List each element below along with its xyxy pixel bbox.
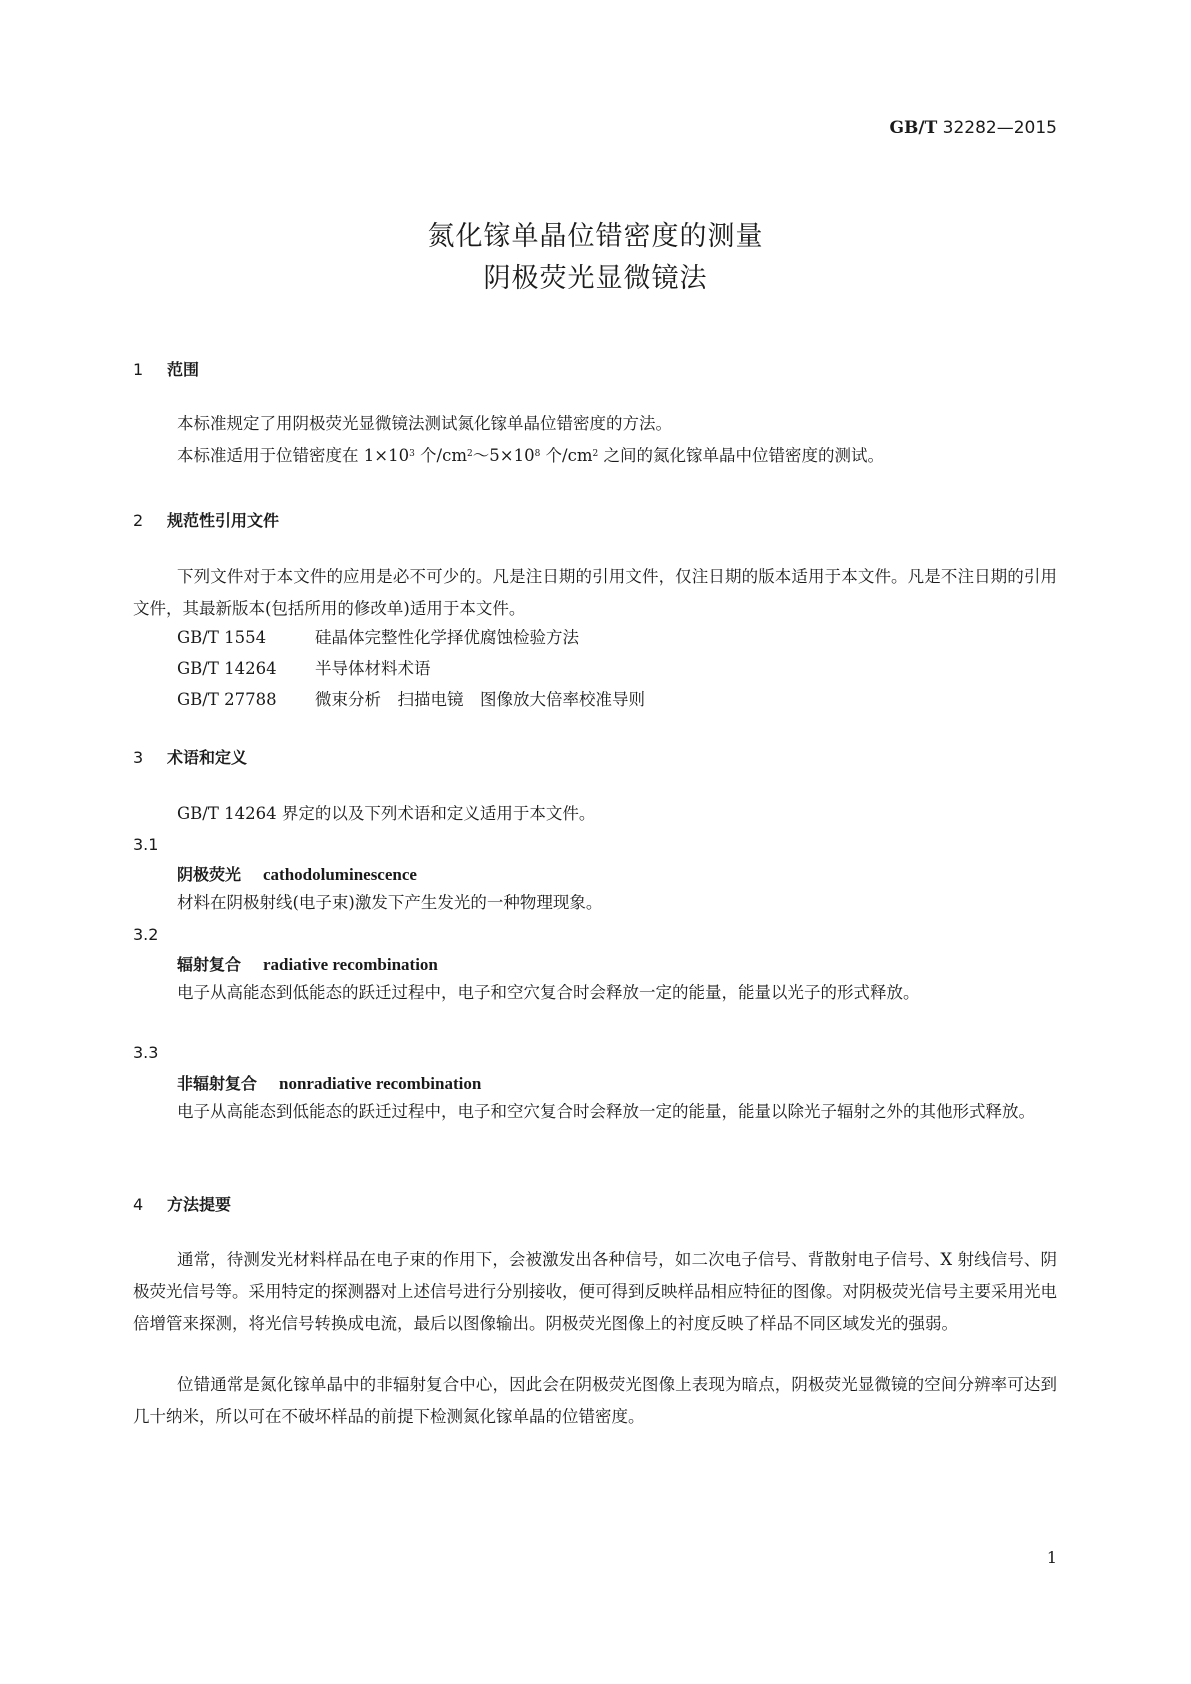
reference-item (177, 684, 645, 716)
term-definition: 材料在阴极射线(电子束)激发下产生发光的一种物理现象。 (177, 893, 603, 912)
term-heading (177, 952, 438, 975)
document-title-line1: 氮化镓单晶位错密度的测量 (427, 221, 764, 252)
section-1-paragraph-2 (177, 440, 884, 472)
term-english: nonradiative recombination (279, 1074, 482, 1093)
section-number: 4 (133, 1195, 144, 1214)
term-definition: 电子从高能态到低能态的跃迁过程中，电子和空穴复合时会释放一定的能量，能量以除光子辐射之外的其他形式释放。 (177, 1102, 1035, 1121)
reference-code: GB/T 1554 (177, 628, 267, 647)
document-title-line2: 阴极荧光显微镜法 (483, 263, 708, 294)
reference-item (177, 622, 579, 654)
section-number: 3 (133, 748, 144, 767)
range-text-a: 本标准适用于位错密度在 1×10 (177, 446, 410, 465)
superscript: 2 (592, 449, 599, 459)
range-text-c: ～5×10 (472, 446, 535, 465)
term-definition: 电子从高能态到低能态的跃迁过程中，电子和空穴复合时会释放一定的能量，能量以光子的形式释放。 (177, 983, 920, 1002)
reference-title: 微束分析 扫描电镜 图像放大倍率校准导则 (315, 690, 645, 709)
range-text-e: 之间的氮化镓单晶中位错密度的测试。 (598, 446, 884, 465)
section-1-heading (133, 357, 199, 380)
term-chinese: 非辐射复合 (177, 1074, 258, 1093)
reference-code: GB/T 27788 (177, 690, 277, 709)
standard-code (760, 118, 1057, 138)
section-title: 范围 (167, 360, 200, 379)
term-english: cathodoluminescence (263, 865, 417, 884)
section-title: 规范性引用文件 (167, 511, 280, 530)
section-3-intro: GB/T 14264 界定的以及下列术语和定义适用于本文件。 (177, 804, 596, 823)
reference-code: GB/T 14264 (177, 659, 277, 678)
superscript: 8 (534, 449, 541, 459)
section-title: 方法提要 (167, 1195, 232, 1214)
section-4-paragraph-2: 位错通常是氮化镓单晶中的非辐射复合中心，因此会在阴极荧光图像上表现为暗点，阴极荧光显微镜的空间分辨率可达到几十纳米，所以可在不破坏样品的前提下检测氮化镓单晶的位错密度。 (133, 1375, 1057, 1426)
term-chinese: 辐射复合 (177, 955, 242, 974)
range-text-d: 个/cm (540, 446, 593, 465)
term-heading (177, 862, 417, 885)
standard-prefix: GB/T (889, 118, 938, 138)
section-2-intro: 下列文件对于本文件的应用是必不可少的。凡是注日期的引用文件，仅注日期的版本适用于本文件。凡是不注日期的引用文件，其最新版本(包括所用的修改单)适用于本文件。 (133, 567, 1057, 618)
standard-number: 32282—2015 (942, 118, 1057, 138)
section-2-heading (133, 508, 279, 531)
section-4-paragraph-1: 通常，待测发光材料样品在电子束的作用下，会被激发出各种信号，如二次电子信号、背散射电子信号、X 射线信号、阴极荧光信号等。采用特定的探测器对上述信号进行分别接收，便可得到反映样品相应特征的图像。对阴极荧光信号主要采用光电倍增管来探测，将光信号转换成电流，最后以图像输出。阴极荧光图像上的衬度反映了样品不同区域发光的强弱。 (133, 1250, 1057, 1333)
section-1-paragraph-1: 本标准规定了用阴极荧光显微镜法测试氮化镓单晶位错密度的方法。 (177, 414, 672, 433)
term-number: 3.2 (133, 925, 159, 944)
reference-title: 硅晶体完整性化学择优腐蚀检验方法 (315, 628, 579, 647)
term-number: 3.1 (133, 835, 159, 854)
term-english: radiative recombination (263, 955, 438, 974)
reference-title: 半导体材料术语 (315, 659, 431, 678)
term-heading (177, 1071, 481, 1094)
section-title: 术语和定义 (167, 748, 248, 767)
range-text-b: 个/cm (414, 446, 468, 465)
superscript: 2 (467, 449, 473, 459)
page-number: 1 (1046, 1548, 1057, 1567)
section-4-heading (133, 1192, 231, 1215)
section-number: 2 (133, 511, 144, 530)
term-number: 3.3 (133, 1043, 159, 1062)
term-chinese: 阴极荧光 (177, 865, 242, 884)
reference-item (177, 653, 431, 685)
section-3-heading (133, 745, 247, 768)
section-number: 1 (133, 360, 144, 379)
superscript: 3 (409, 449, 415, 459)
